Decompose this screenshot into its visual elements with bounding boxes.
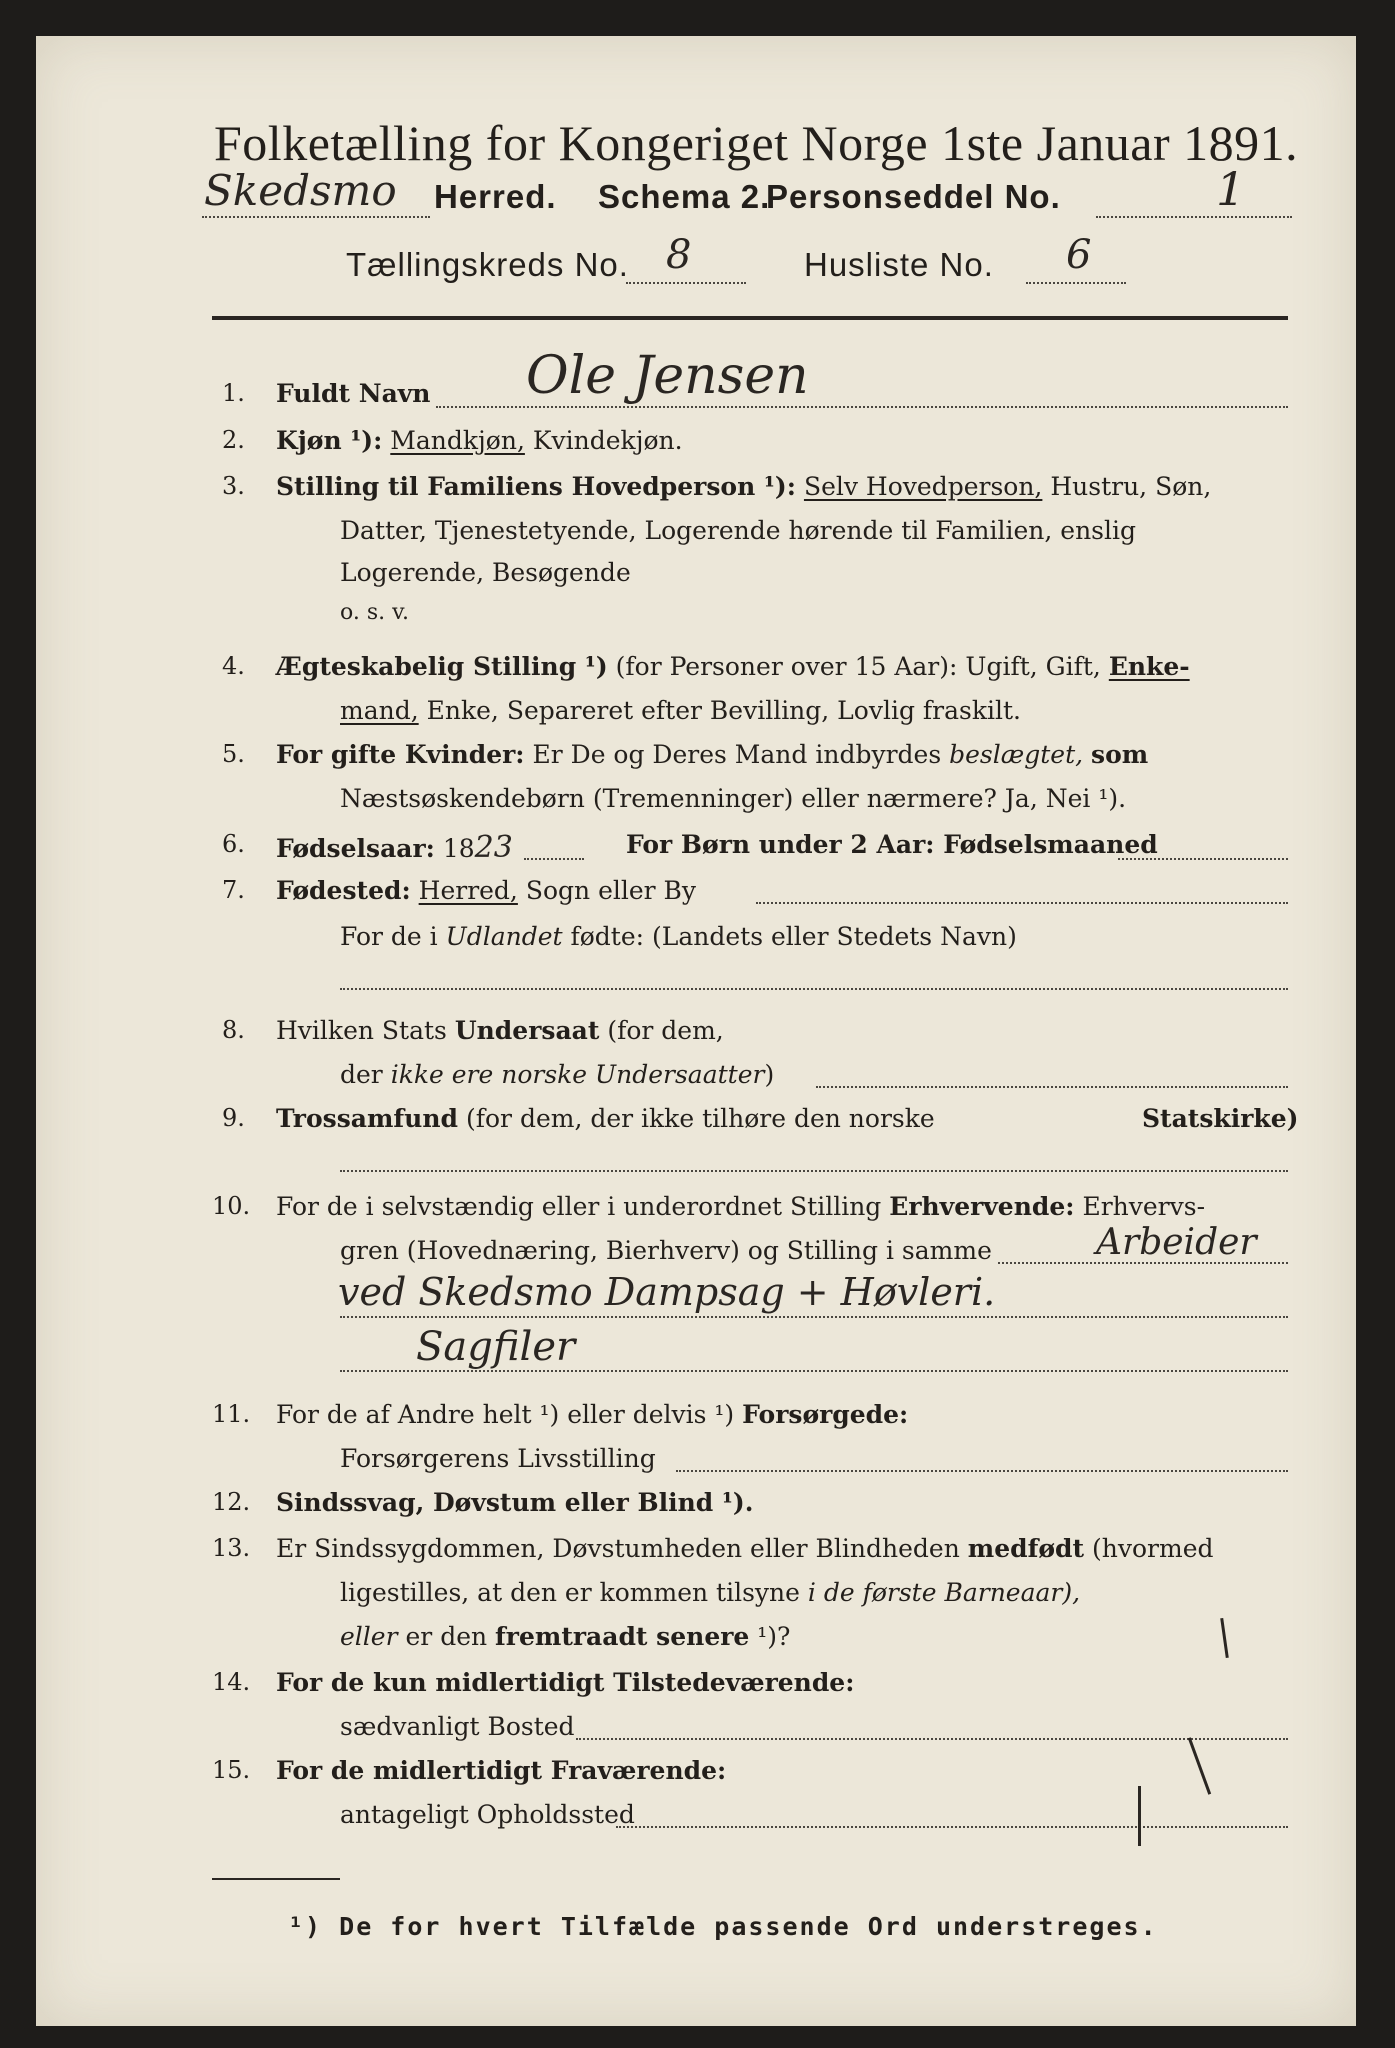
- q2-label: Kjøn ¹):: [276, 426, 383, 455]
- item-number: 9.: [222, 1104, 245, 1132]
- q11-label: Forsørgede:: [742, 1400, 909, 1429]
- q9-rest: (for dem, der ikke tilhøre den norske: [465, 1104, 935, 1133]
- q6-prefix: 18: [442, 834, 475, 863]
- item-number: 8.: [222, 1016, 245, 1044]
- q10-line1-b: Erhvervs-: [1082, 1192, 1206, 1221]
- q7-option-selected: Herred,: [418, 876, 518, 905]
- q10-line1-a: For de i selvstændig eller i underordnet Stilling: [276, 1192, 882, 1221]
- q9-label: Trossamfund: [276, 1104, 459, 1133]
- herred-dotted-line: [202, 216, 430, 218]
- q3-line2: Datter, Tjenestetyende, Logerende hørende til Familien, enslig: [340, 516, 1137, 545]
- q12-label: Sindssvag, Døvstum eller Blind ¹).: [276, 1488, 754, 1517]
- q5-italic: beslægtet,: [949, 740, 1084, 769]
- herred-label: Herred.: [434, 178, 557, 215]
- q7-line2-a: For de i: [340, 922, 438, 951]
- header-divider: [212, 316, 1288, 320]
- census-form-page: Folketælling for Kongeriget Norge 1ste Januar 1891. Skedsmo Herred. Schema 2. Personseddel No. 1 Tællingskreds No. 8 Husliste No. 6 1. Fuldt Navn Ole Jensen 2. Kjøn ¹): Mandkjøn, Kvindekjøn. 3. Stilling til Familiens Hovedperson ¹): Selv Hovedperson, Hustru, Søn, Datter, Tjenestetyende, Logerende hørende til Familien, enslig Logerende, Besøgende o. s. v. 4. Ægteskabelig Stilling ¹) (for Personer over 15 Aar): Ugift, Gift, Enke- mand, Enke, Separeret efter Bevilling, Lovlig fraskilt. 5. For gifte Kvinder: Er De og Deres Mand indbyrdes beslægtet, som Næstsøskendebørn (Tremenninger) eller nærmere? Ja, Nei ¹). 6. Fødselsaar: 1823 For Børn under 2 Aar: Fødselsmaaned 7. Fødested: Herred, Sogn eller By For de i Udlandet fødte: (Landets eller Stedets Navn) 8. Hvilken Stats Undersaat (for dem, der ikke ere norske Undersaatter) 9. Trossamfund (for dem, der ikke tilhøre den norske Statskirke) 10. For de i selvstændig eller i underordnet Stilling Erhvervende: Erhvervs- gren (Hovednæring, Bierhverv) og Stilling i samme Arbeider ved Skedsmo Dampsag + Høvleri. Sagfiler 11. For de af Andre helt ¹) eller delvis ¹) Forsørgede: Forsørgerens Livsstilling 12. Sindssvag, Døvstum eller Blind ¹). 13. Er Sindssygdommen, Døvstumheden eller Blindheden medfødt (hvormed ligestilles, at den er kommen tilsyne i de første Barneaar), eller er den fremtraadt senere ¹)? 14. For de kun midlertidigt Tilstedeværende: sædvanligt Bosted 15. For de midlertidigt Fraværende: antageligt Opholdssted ¹) De for hvert Tilfælde passende Ord understreges.: [36, 36, 1356, 2026]
- q6-year-dotted-line: [524, 858, 584, 860]
- q13-line3-italic: eller: [340, 1622, 398, 1651]
- q14-line2: sædvanligt Bosted: [340, 1712, 575, 1741]
- q1-name-value: Ole Jensen: [526, 346, 809, 406]
- footnote-divider: [212, 1878, 340, 1880]
- form-title: Folketælling for Kongeriget Norge 1ste Januar 1891.: [214, 115, 1299, 171]
- item-number: 15.: [212, 1756, 251, 1784]
- personseddel-label: Personseddel No.: [766, 178, 1061, 215]
- q13-line2-italic: i de første Barneaar),: [807, 1578, 1081, 1607]
- item-number: 11.: [212, 1400, 251, 1428]
- taellingskreds-dotted-line: [626, 282, 746, 284]
- schema-label: Schema 2.: [598, 178, 771, 215]
- q7-dotted-line: [756, 902, 1288, 904]
- item-number: 5.: [222, 740, 245, 768]
- q13-line3-c: ¹)?: [757, 1622, 791, 1651]
- item-number: 10.: [212, 1192, 251, 1220]
- q10-occupation-value-1: Arbeider: [1096, 1222, 1257, 1263]
- q8-line2-a: der: [340, 1060, 383, 1089]
- pencil-mark: [1188, 1737, 1211, 1794]
- q1-dotted-line: [436, 406, 1288, 408]
- personseddel-dotted-line: [1096, 216, 1292, 218]
- q2-option-selected: Mandkjøn,: [390, 426, 525, 455]
- q4-line1-rest: (for Personer over 15 Aar): Ugift, Gift,: [615, 652, 1101, 681]
- item-number: 3.: [222, 472, 245, 500]
- q8-line1-a: Hvilken Stats: [276, 1016, 447, 1045]
- herred-handwritten-value: Skedsmo: [204, 166, 397, 215]
- item-number: 12.: [212, 1488, 251, 1516]
- item-number: 13.: [212, 1534, 251, 1562]
- q6-month-dotted-line: [1118, 858, 1288, 860]
- q6-year-value: 23: [474, 830, 513, 865]
- q5-som: som: [1091, 740, 1149, 769]
- taellingskreds-value: 8: [666, 232, 692, 278]
- personseddel-value: 1: [1216, 162, 1246, 216]
- q7-rest: Sogn eller By: [525, 876, 697, 905]
- q7-line2-italic: Udlandet: [445, 922, 563, 951]
- q1-label: Fuldt Navn: [276, 379, 431, 408]
- item-number: 6.: [222, 830, 245, 858]
- item-number: 1.: [222, 379, 245, 407]
- taellingskreds-label: Tællingskreds No.: [346, 246, 629, 283]
- q10-occupation-value-2: ved Skedsmo Dampsag + Høvleri.: [338, 1270, 996, 1314]
- q15-dotted-line: [616, 1826, 1288, 1828]
- q9-statskirke: Statskirke): [1142, 1104, 1299, 1133]
- item-number: 2.: [222, 426, 245, 454]
- q4-line2-rest: Enke, Separeret efter Bevilling, Lovlig fraskilt.: [426, 696, 1021, 725]
- item-number: 4.: [222, 652, 245, 680]
- q3-line3: Logerende, Besøgende: [340, 558, 631, 587]
- q13-line2-a: ligestilles, at den er kommen tilsyne: [340, 1578, 800, 1607]
- q13-line3-b: fremtraadt senere: [495, 1622, 750, 1651]
- q13-medfodt: medfødt: [967, 1534, 1085, 1563]
- q14-dotted-line: [576, 1738, 1288, 1740]
- q10-occupation-value-3: Sagfiler: [416, 1324, 576, 1370]
- q15-line2: antageligt Opholdssted: [340, 1800, 635, 1829]
- q7-label: Fødested:: [276, 876, 411, 905]
- pencil-mark: [1220, 1618, 1229, 1658]
- q13-line3-a: er den: [405, 1622, 488, 1651]
- q11-line1-a: For de af Andre helt ¹) eller delvis ¹): [276, 1400, 735, 1429]
- q10-dotted-line-3: [340, 1370, 1288, 1372]
- q4-option-selected-b: mand,: [340, 696, 419, 725]
- husliste-label: Husliste No.: [804, 246, 994, 283]
- q4-label: Ægteskabelig Stilling ¹): [276, 652, 608, 681]
- footnote: ¹) De for hvert Tilfælde passende Ord understreges.: [288, 1912, 1158, 1941]
- q5-label: For gifte Kvinder:: [276, 740, 525, 769]
- q8-label: Undersaat: [454, 1016, 600, 1045]
- q6-label: Fødselsaar:: [276, 834, 435, 863]
- q7-line2-b: fødte: (Landets eller Stedets Navn): [570, 922, 1017, 951]
- q11-dotted-line: [676, 1470, 1288, 1472]
- q15-label: For de midlertidigt Fraværende:: [276, 1756, 727, 1785]
- q5-line1-rest: Er De og Deres Mand indbyrdes: [532, 740, 942, 769]
- q8-dotted-line: [816, 1086, 1288, 1088]
- q13-line1-b: (hvormed: [1092, 1534, 1214, 1563]
- q3-line1-rest: Hustru, Søn,: [1050, 472, 1212, 501]
- q3-option-selected: Selv Hovedperson,: [803, 472, 1043, 501]
- pencil-mark: [1138, 1786, 1141, 1846]
- q8-line2-italic: ikke ere norske Undersaatter: [390, 1060, 765, 1089]
- q5-line2: Næstsøskendebørn (Tremenninger) eller nærmere? Ja, Nei ¹).: [340, 784, 1127, 813]
- q7-foreign-dotted-line: [340, 988, 1288, 990]
- q8-line1-b: (for dem,: [607, 1016, 724, 1045]
- q2-option-rest: Kvindekjøn.: [532, 426, 683, 455]
- q4-option-selected-a: Enke-: [1108, 652, 1190, 681]
- q11-line2: Forsørgerens Livsstilling: [340, 1444, 656, 1473]
- q10-dotted-line-2: [340, 1316, 1288, 1318]
- item-number: 14.: [212, 1668, 251, 1696]
- husliste-dotted-line: [1026, 282, 1126, 284]
- q6-rest: For Børn under 2 Aar: Fødselsmaaned: [626, 830, 1158, 859]
- q3-label: Stilling til Familiens Hovedperson ¹):: [276, 472, 796, 501]
- q10-line2: gren (Hovednæring, Bierhverv) og Stilling i samme: [340, 1236, 992, 1265]
- husliste-value: 6: [1066, 232, 1092, 278]
- q10-label: Erhvervende:: [889, 1192, 1075, 1221]
- q3-line4: o. s. v.: [340, 600, 409, 625]
- item-number: 7.: [222, 876, 245, 904]
- q13-line1-a: Er Sindssygdommen, Døvstumheden eller Blindheden: [276, 1534, 960, 1563]
- q14-label: For de kun midlertidigt Tilstedeværende:: [276, 1668, 855, 1697]
- q9-dotted-line: [340, 1170, 1288, 1172]
